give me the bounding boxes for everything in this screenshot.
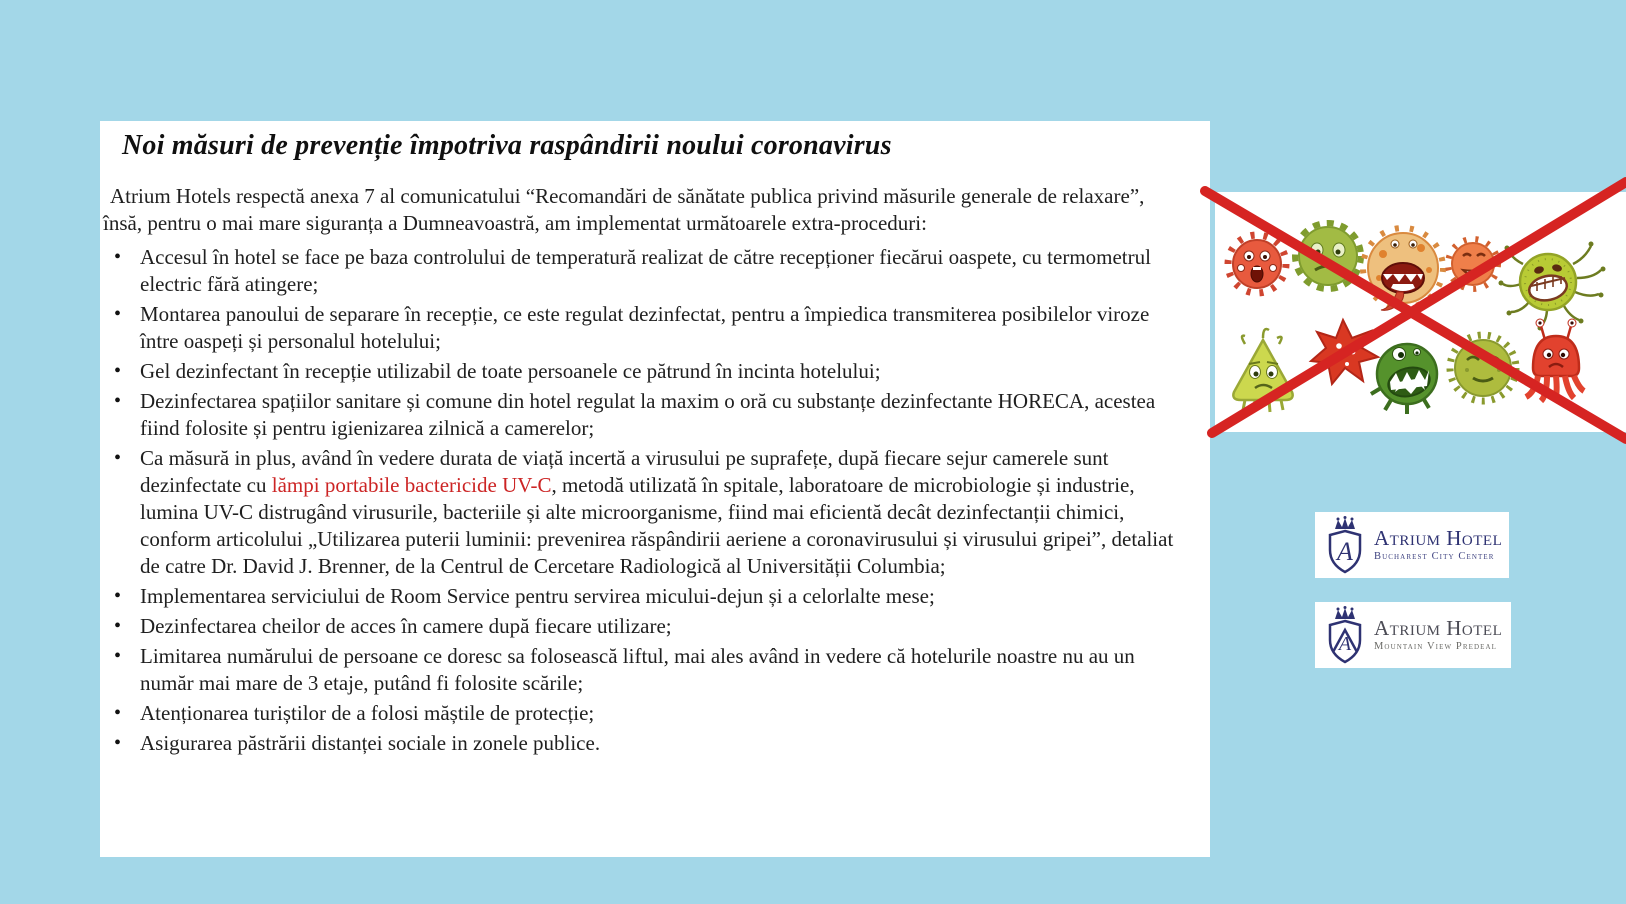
- svg-text:A: A: [1338, 633, 1352, 655]
- intro-paragraph: Atrium Hotels respectă anexa 7 al comunicatului “Recomandări de sănătate publica privind măsurile generale de relaxare”, însă, pentru o mai mare siguranța a Dumneavoastră, am implementat următoarele extra-proceduri:: [103, 184, 1145, 235]
- uvc-highlight-text: lămpi portabile bactericide UV-C: [271, 473, 552, 497]
- measure-item: • Gel dezinfectant în recepție utilizabil de toate persoanele ce pătrund în incinta hotelului;: [100, 358, 1185, 385]
- measure-item: • Accesul în hotel se face pe baza controlului de temperatură realizat de către recepționer fiecărui oaspete, cu termometrul electric fără atingere;: [100, 244, 1185, 298]
- announcement-title: Noi măsuri de prevenție împotriva raspândirii noului coronavirus: [122, 130, 892, 161]
- logo-brand-text: Atrium Hotel: [1374, 615, 1503, 640]
- measure-item: • Atenționarea turiștilor de a folosi măștile de protecție;: [100, 700, 1185, 727]
- measure-text: , metodă utilizată în spitale, laboratoare de microbiologie și industrie, lumina UV-C distrugând virusurile, bacteriile și alte microorganisme, fiind mai eficientă decât dezinfectanții chimici, conform articolului „Utilizarea puterii luminii: prevenirea răspândirii aeriene a coronavirusului și virusului gripei”, detaliat de catre Dr. David J. Brenner, de la Centrul de Cercetare Radiologică al Universității Columbia;: [140, 473, 1174, 578]
- logo-mountain-view-predeal: [1315, 602, 1511, 668]
- atrium-shield-icon: [1323, 516, 1367, 574]
- measure-item: • Dezinfectarea spațiilor sanitare și comune din hotel regulat la maxim o oră cu substanțe dezinfectante HORECA, acestea fiind folosite și pentru igienizarea zilnică a camerelor;: [100, 388, 1185, 442]
- svg-text:A: A: [1337, 537, 1353, 566]
- measure-item: [100, 445, 1185, 580]
- logo-subtitle: Mountain View Predeal: [1374, 640, 1498, 652]
- logo-bucharest-city-center: [1315, 512, 1509, 578]
- measure-item: • Implementarea serviciului de Room Service pentru servirea micului-dejun și a celorlalte mese;: [100, 583, 1185, 610]
- measure-item: • Dezinfectarea cheilor de acces în camere după fiecare utilizare;: [100, 613, 1185, 640]
- atrium-shield-icon: [1323, 606, 1367, 664]
- logo-subtitle: Bucharest City Center: [1374, 550, 1495, 562]
- measure-item: • Montarea panoului de separare în recepție, ce este regulat dezinfectat, pentru a împiedica transmiterea posibilelor viroze între oaspeți și personalul hotelului;: [100, 301, 1185, 355]
- measure-item: • Asigurarea păstrării distanței sociale in zonele publice.: [100, 730, 1185, 757]
- measure-text: Ca măsură in plus, având în vedere durata de viață incertă a virusului pe suprafețe, după fiecare sejur camerele sunt dezinfectate cu: [140, 446, 1109, 497]
- announcement-card: [100, 121, 1210, 857]
- virus-illustration: [1215, 192, 1626, 432]
- logo-brand-text: Atrium Hotel: [1374, 525, 1503, 550]
- measures-list: [100, 244, 1185, 757]
- virus-cartoon-icon: [1215, 192, 1626, 432]
- measure-item: • Limitarea numărului de persoane ce doresc sa folosească liftul, mai ales având in vedere că hotelurile noastre nu au un număr mai mare de 3 etaje, putând fi folosite scările;: [100, 643, 1185, 697]
